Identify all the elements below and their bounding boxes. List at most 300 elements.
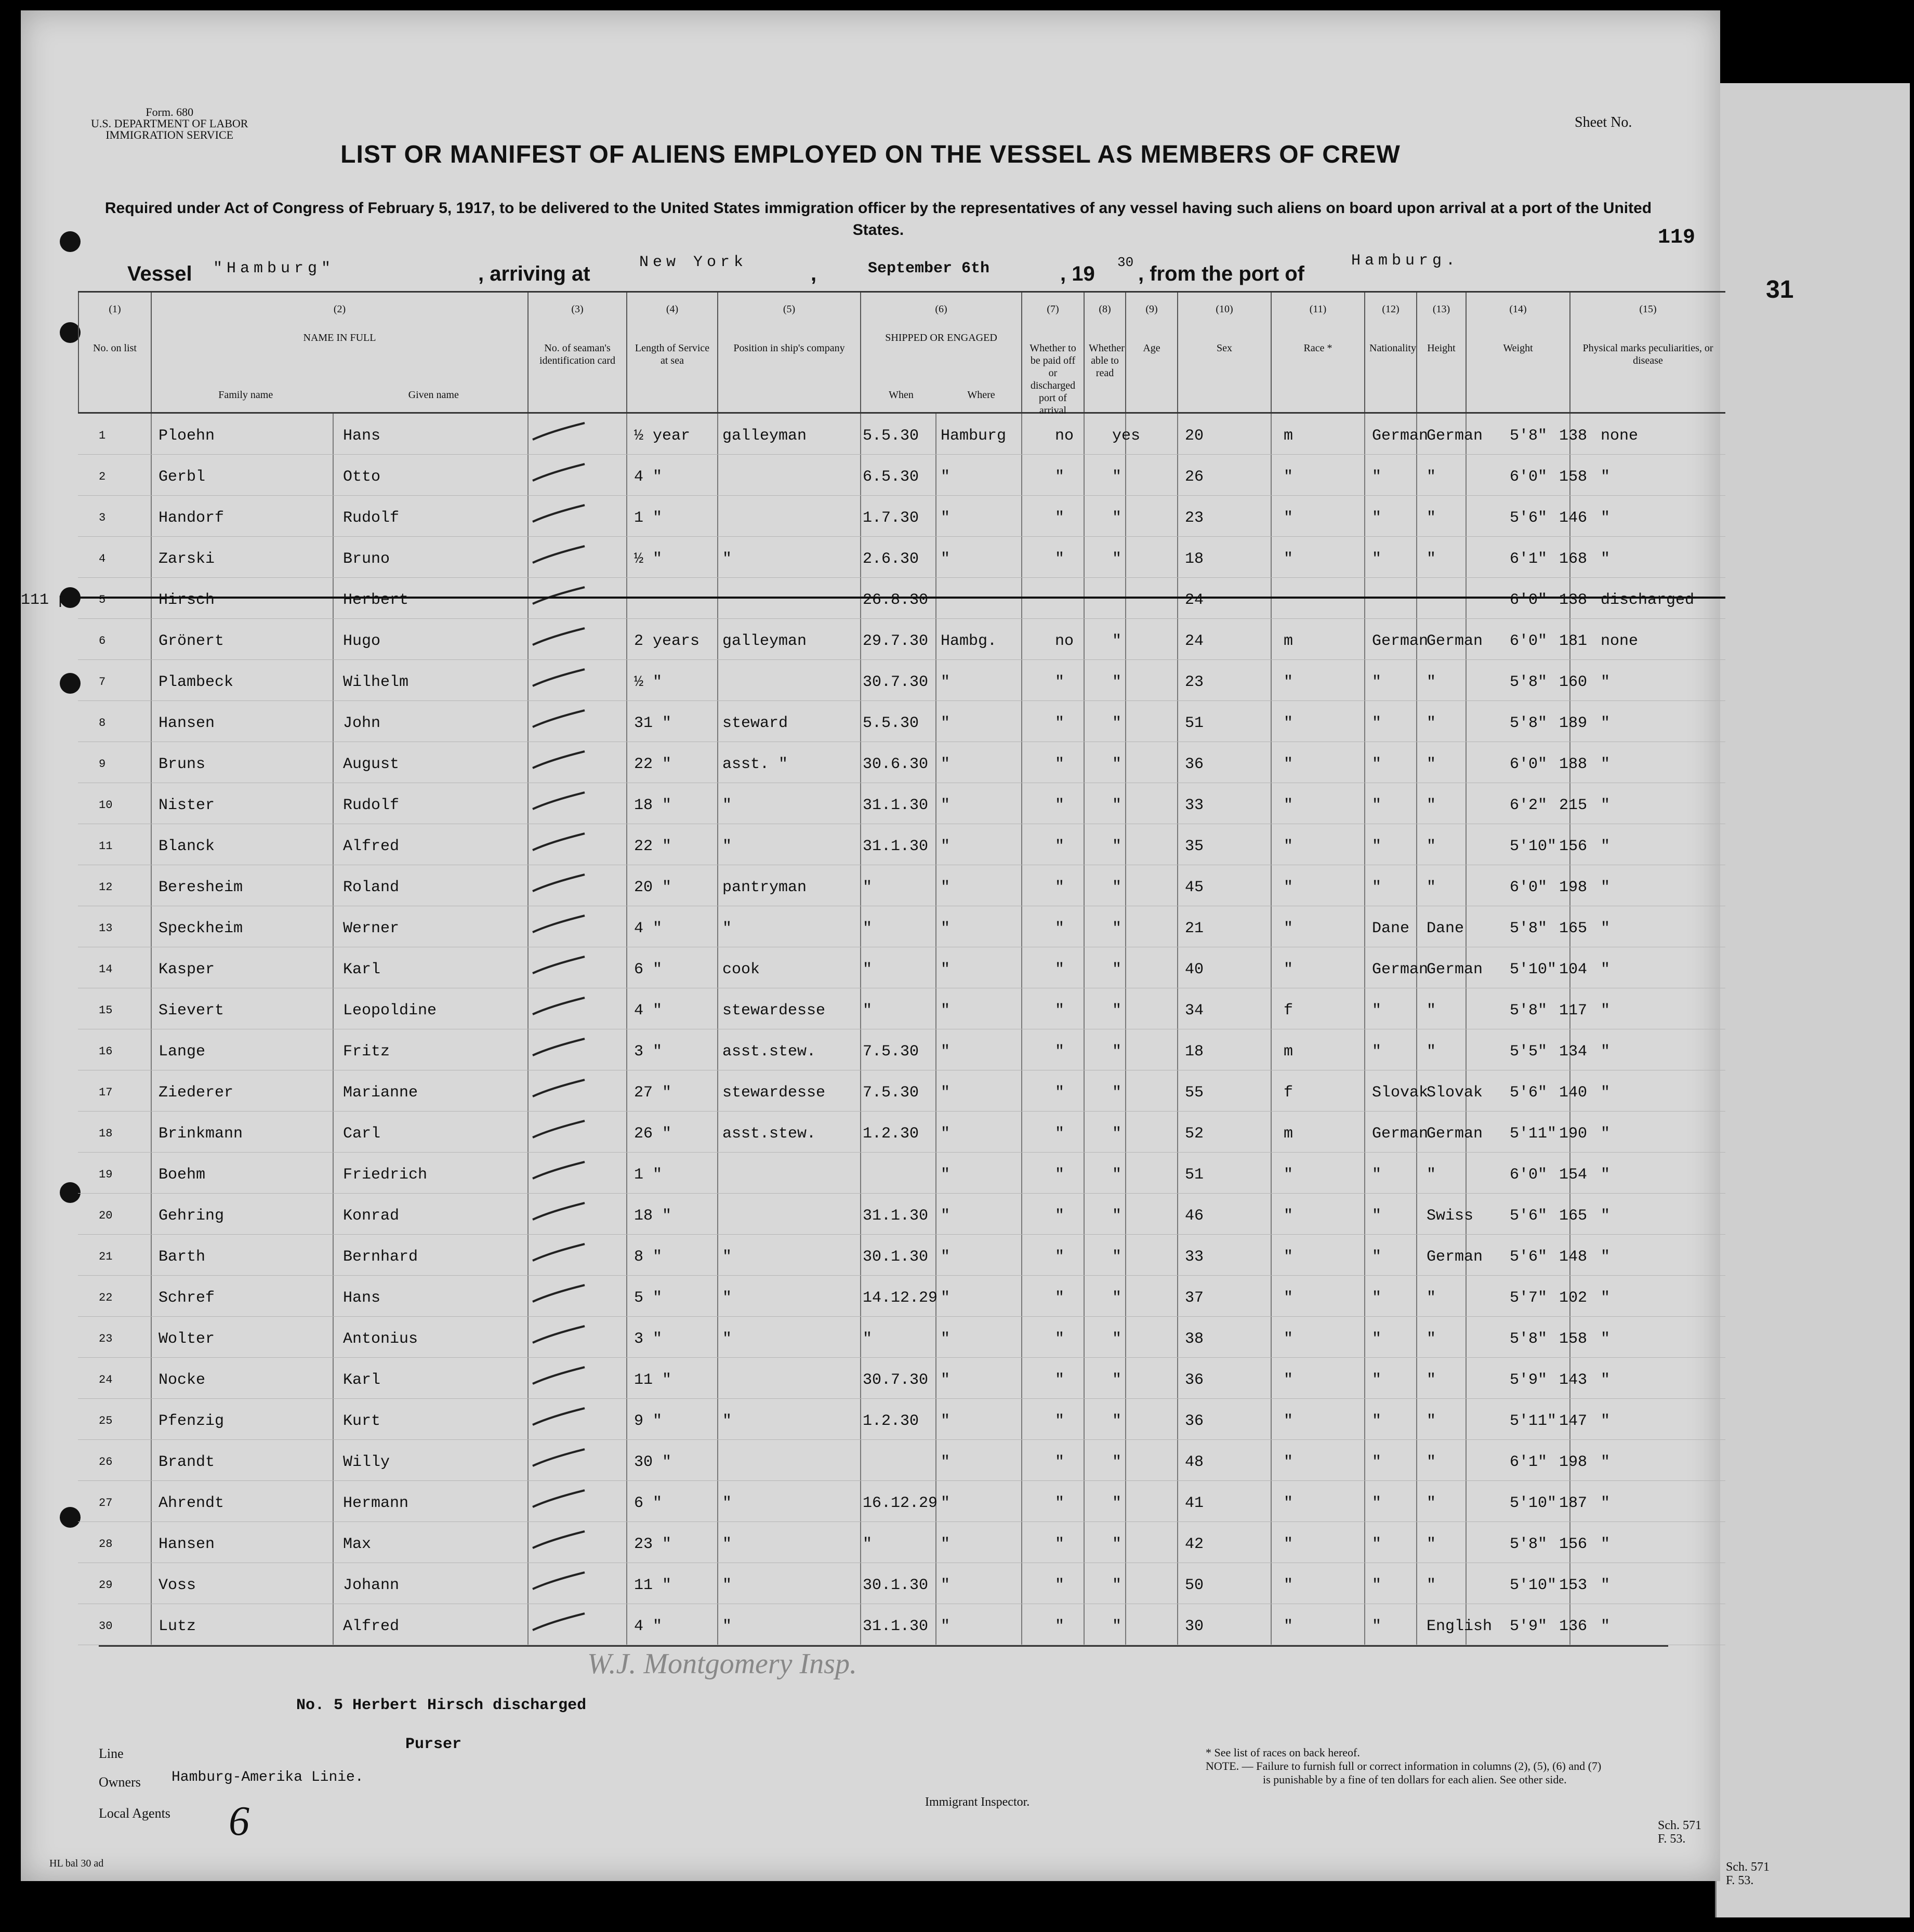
race: Slovak xyxy=(1372,1084,1429,1102)
position: cook xyxy=(722,961,760,978)
service-length: 3 " xyxy=(634,1043,663,1061)
sex: " xyxy=(1284,509,1293,527)
shipped-where: " xyxy=(941,879,951,896)
column-divider xyxy=(717,742,718,783)
printer-code: HL bal 30 ad xyxy=(49,1858,104,1869)
nationality: " xyxy=(1427,1330,1436,1348)
family-name: Voss xyxy=(159,1577,196,1594)
nationality: " xyxy=(1427,468,1436,486)
physical-marks: " xyxy=(1601,1002,1611,1020)
column-divider xyxy=(626,1317,627,1357)
arriving-port: New York xyxy=(639,254,748,271)
race: " xyxy=(1372,1536,1382,1553)
column-divider xyxy=(1364,701,1365,742)
position: " xyxy=(722,920,732,937)
id-card-check-mark xyxy=(530,544,587,565)
column-divider xyxy=(1177,1563,1178,1604)
column-divider xyxy=(626,824,627,865)
age: 34 xyxy=(1185,1002,1204,1020)
race: Dane xyxy=(1372,920,1410,937)
family-name: Speckheim xyxy=(159,920,243,937)
family-name: Ploehn xyxy=(159,427,215,445)
column-divider xyxy=(1466,1563,1467,1604)
year-suffix: 30 xyxy=(1117,255,1134,270)
column-divider xyxy=(1084,619,1085,659)
column-divider xyxy=(527,947,529,988)
column-divider xyxy=(1125,1194,1126,1234)
column-divider xyxy=(527,1070,529,1111)
nationality: " xyxy=(1427,797,1436,814)
sex: m xyxy=(1284,632,1293,650)
family-name: Ahrendt xyxy=(159,1494,225,1512)
column-divider xyxy=(935,1235,936,1275)
service-length: 2 years xyxy=(634,632,700,650)
column-divider xyxy=(1416,742,1417,783)
column-divider xyxy=(1084,537,1085,577)
weight: 188 xyxy=(1559,756,1588,773)
race: " xyxy=(1372,714,1382,732)
column-divider xyxy=(333,1153,334,1193)
column-divider xyxy=(333,947,334,988)
able-to-read: " xyxy=(1112,1289,1122,1307)
column-divider xyxy=(935,1070,936,1111)
table-row xyxy=(78,455,1725,496)
paid-off: " xyxy=(1055,1536,1065,1553)
column-divider xyxy=(860,1440,861,1480)
column-header: (3) No. of seaman's identification card xyxy=(527,293,626,412)
table-row xyxy=(78,1563,1725,1604)
id-card-check-mark xyxy=(530,1365,587,1386)
column-divider xyxy=(151,455,152,495)
paid-off: " xyxy=(1055,468,1065,486)
column-divider xyxy=(1271,1604,1272,1645)
weight: 134 xyxy=(1559,1043,1588,1061)
shipped-when: 31.1.30 xyxy=(863,1207,929,1225)
column-divider xyxy=(860,1235,861,1275)
binder-hole xyxy=(60,1182,81,1203)
underlying-sheet xyxy=(1715,83,1910,1917)
column-divider xyxy=(626,906,627,947)
column-divider xyxy=(935,1604,936,1645)
sex: " xyxy=(1284,1494,1293,1512)
sex: " xyxy=(1284,961,1293,978)
weight: 158 xyxy=(1559,1330,1588,1348)
column-divider xyxy=(935,906,936,947)
column-divider xyxy=(333,701,334,742)
physical-marks: " xyxy=(1601,961,1611,978)
column-divider xyxy=(1271,1481,1272,1521)
height: 5'6" xyxy=(1510,1248,1548,1266)
column-divider xyxy=(935,947,936,988)
physical-marks: " xyxy=(1601,920,1611,937)
able-to-read: " xyxy=(1112,1166,1122,1184)
binder-hole xyxy=(60,1507,81,1528)
column-divider xyxy=(1084,1235,1085,1275)
column-divider xyxy=(1177,1481,1178,1521)
paid-off: " xyxy=(1055,1289,1065,1307)
able-to-read: " xyxy=(1112,1371,1122,1389)
column-divider xyxy=(860,496,861,536)
column-divider xyxy=(860,906,861,947)
age: 40 xyxy=(1185,961,1204,978)
nationality: " xyxy=(1427,1412,1436,1430)
column-divider xyxy=(1271,701,1272,742)
column-divider xyxy=(333,414,334,454)
physical-marks: " xyxy=(1601,509,1611,527)
column-divider xyxy=(527,1029,529,1070)
table-row xyxy=(78,742,1725,783)
given-name: Werner xyxy=(343,920,400,937)
column-divider xyxy=(1125,1481,1126,1521)
sex: " xyxy=(1284,1453,1293,1471)
column-divider xyxy=(1364,742,1365,783)
column-divider xyxy=(1021,1481,1022,1521)
nationality: German xyxy=(1427,427,1483,445)
id-card-check-mark xyxy=(530,1078,587,1099)
column-divider xyxy=(1125,619,1126,659)
column-divider xyxy=(333,988,334,1029)
nationality: " xyxy=(1427,1453,1436,1471)
nationality: " xyxy=(1427,1166,1436,1184)
row-number: 20 xyxy=(99,1209,113,1222)
given-name: Willy xyxy=(343,1453,390,1471)
column-divider xyxy=(1125,1111,1126,1152)
row-number: 27 xyxy=(99,1497,113,1510)
age: 23 xyxy=(1185,673,1204,691)
race: " xyxy=(1372,1453,1382,1471)
column-divider xyxy=(1084,1276,1085,1316)
age: 20 xyxy=(1185,427,1204,445)
physical-marks: discharged xyxy=(1601,591,1695,609)
service-length: 9 " xyxy=(634,1412,663,1430)
column-divider xyxy=(1177,742,1178,783)
arriving-label: , arriving at xyxy=(478,262,590,285)
column-divider xyxy=(1364,1276,1365,1316)
column-divider xyxy=(626,1481,627,1521)
position: stewardesse xyxy=(722,1002,826,1020)
column-divider xyxy=(333,1194,334,1234)
column-divider xyxy=(1084,824,1085,865)
column-divider xyxy=(1271,1440,1272,1480)
age: 46 xyxy=(1185,1207,1204,1225)
column-divider xyxy=(1125,701,1126,742)
row-number: 28 xyxy=(99,1538,113,1551)
able-to-read: " xyxy=(1112,714,1122,732)
column-divider xyxy=(1364,414,1365,454)
column-divider xyxy=(1364,660,1365,700)
column-divider xyxy=(1084,414,1085,454)
family-name: Nocke xyxy=(159,1371,206,1389)
column-divider xyxy=(626,1070,627,1111)
column-divider xyxy=(333,742,334,783)
column-divider xyxy=(626,455,627,495)
race: " xyxy=(1372,1166,1382,1184)
age: 33 xyxy=(1185,797,1204,814)
column-divider xyxy=(1364,865,1365,906)
service-length: 31 " xyxy=(634,714,672,732)
column-divider xyxy=(860,1563,861,1604)
row-number: 13 xyxy=(99,922,113,935)
purser-label: Purser xyxy=(405,1736,462,1753)
column-divider xyxy=(717,1563,718,1604)
height: 6'0" xyxy=(1510,879,1548,896)
given-name: Fritz xyxy=(343,1043,390,1061)
height: 5'8" xyxy=(1510,920,1548,937)
column-divider xyxy=(1466,1153,1467,1193)
given-name: Leopoldine xyxy=(343,1002,437,1020)
table-row xyxy=(78,414,1725,455)
column-divider xyxy=(1271,537,1272,577)
column-divider xyxy=(527,1235,529,1275)
race: " xyxy=(1372,550,1382,568)
shipped-where: " xyxy=(941,838,951,855)
family-name: Bruns xyxy=(159,756,206,773)
column-divider xyxy=(860,1153,861,1193)
column-divider xyxy=(1271,1358,1272,1398)
column-divider xyxy=(717,1440,718,1480)
sex: " xyxy=(1284,1412,1293,1430)
column-divider xyxy=(1271,414,1272,454)
shipped-when: " xyxy=(863,920,873,937)
column-divider xyxy=(626,660,627,700)
column-divider xyxy=(860,1481,861,1521)
column-header: (2) NAME IN FULL Family name Given name xyxy=(151,293,527,412)
column-divider xyxy=(1416,537,1417,577)
shipped-when: 31.1.30 xyxy=(863,838,929,855)
column-divider xyxy=(1021,660,1022,700)
table-row xyxy=(78,1029,1725,1070)
column-divider xyxy=(860,865,861,906)
able-to-read: " xyxy=(1112,468,1122,486)
column-divider xyxy=(1084,1194,1085,1234)
column-divider xyxy=(1177,947,1178,988)
column-divider xyxy=(1271,1235,1272,1275)
height: 6'0" xyxy=(1510,1166,1548,1184)
table-bottom-rule xyxy=(99,1645,1668,1647)
column-divider xyxy=(151,1563,152,1604)
column-divider xyxy=(1084,455,1085,495)
column-divider xyxy=(717,988,718,1029)
weight: 215 xyxy=(1559,797,1588,814)
height: 6'1" xyxy=(1510,550,1548,568)
sex: " xyxy=(1284,550,1293,568)
able-to-read: " xyxy=(1112,920,1122,937)
weight: 102 xyxy=(1559,1289,1588,1307)
row-number: 14 xyxy=(99,963,113,976)
column-divider xyxy=(626,947,627,988)
shipped-when: 6.5.30 xyxy=(863,468,919,486)
column-divider xyxy=(1416,783,1417,824)
weight: 153 xyxy=(1559,1577,1588,1594)
shipped-when: " xyxy=(863,1330,873,1348)
table-row xyxy=(78,1481,1725,1522)
column-divider xyxy=(527,988,529,1029)
weight: 143 xyxy=(1559,1371,1588,1389)
physical-marks: " xyxy=(1601,756,1611,773)
physical-marks: " xyxy=(1601,1248,1611,1266)
column-divider xyxy=(717,1276,718,1316)
age: 30 xyxy=(1185,1618,1204,1635)
service-length: 1 " xyxy=(634,1166,663,1184)
shipped-where: " xyxy=(941,1084,951,1102)
id-card-check-mark xyxy=(530,996,587,1016)
column-divider xyxy=(860,537,861,577)
column-divider xyxy=(935,1029,936,1070)
shipped-when: " xyxy=(863,961,873,978)
id-card-check-mark xyxy=(530,421,587,442)
column-divider xyxy=(626,742,627,783)
column-divider xyxy=(1125,660,1126,700)
column-divider xyxy=(626,619,627,659)
column-divider xyxy=(1084,1604,1085,1645)
column-divider xyxy=(1021,824,1022,865)
column-divider xyxy=(717,1029,718,1070)
height: 5'8" xyxy=(1510,427,1548,445)
column-divider xyxy=(717,783,718,824)
column-divider xyxy=(1271,906,1272,947)
column-divider xyxy=(1364,947,1365,988)
sex: " xyxy=(1284,1248,1293,1266)
arrival-date: September 6th xyxy=(868,260,990,277)
nationality: German xyxy=(1427,961,1483,978)
sex: " xyxy=(1284,1330,1293,1348)
form-identifier: Form. 680 U.S. DEPARTMENT OF LABOR IMMIGRATION SERVICE xyxy=(91,105,248,141)
sex: " xyxy=(1284,1207,1293,1225)
column-divider xyxy=(1021,906,1022,947)
physical-marks: " xyxy=(1601,797,1611,814)
age: 37 xyxy=(1185,1289,1204,1307)
sex: " xyxy=(1284,1577,1293,1594)
column-divider xyxy=(1466,988,1467,1029)
given-name: Bruno xyxy=(343,550,390,568)
family-name: Hansen xyxy=(159,714,215,732)
service-length: 22 " xyxy=(634,838,672,855)
able-to-read: " xyxy=(1112,1002,1122,1020)
row-number: 1 xyxy=(99,429,106,442)
column-divider xyxy=(717,1522,718,1563)
position: " xyxy=(722,1330,732,1348)
paid-off: " xyxy=(1055,509,1065,527)
id-card-check-mark xyxy=(530,872,587,893)
column-divider xyxy=(1416,1194,1417,1234)
family-name: Wolter xyxy=(159,1330,215,1348)
column-divider xyxy=(1125,742,1126,783)
column-divider xyxy=(626,1522,627,1563)
given-name: Antonius xyxy=(343,1330,418,1348)
column-divider xyxy=(1416,1604,1417,1645)
column-divider xyxy=(1416,1029,1417,1070)
family-name: Hirsch xyxy=(159,591,215,609)
position: " xyxy=(722,1618,732,1635)
service-length: ½ " xyxy=(634,673,663,691)
column-divider xyxy=(1364,619,1365,659)
race: " xyxy=(1372,1043,1382,1061)
nationality: " xyxy=(1427,1536,1436,1553)
height: 5'5" xyxy=(1510,1043,1548,1061)
physical-marks: " xyxy=(1601,714,1611,732)
able-to-read: " xyxy=(1112,1453,1122,1471)
column-divider xyxy=(717,906,718,947)
shipped-where: " xyxy=(941,1248,951,1266)
column-divider xyxy=(527,1604,529,1645)
id-card-check-mark xyxy=(530,1611,587,1632)
table-row xyxy=(78,1276,1725,1317)
nationality: " xyxy=(1427,1577,1436,1594)
column-divider xyxy=(1271,742,1272,783)
shipped-where: " xyxy=(941,1453,951,1471)
paid-off: " xyxy=(1055,1084,1065,1102)
column-divider xyxy=(717,660,718,700)
column-divider xyxy=(1416,1481,1417,1521)
age: 45 xyxy=(1185,879,1204,896)
shipped-when: 30.7.30 xyxy=(863,1371,929,1389)
able-to-read: " xyxy=(1112,838,1122,855)
sex: " xyxy=(1284,797,1293,814)
id-card-check-mark xyxy=(530,1242,587,1263)
column-divider xyxy=(1177,865,1178,906)
row-number: 17 xyxy=(99,1086,113,1099)
column-divider xyxy=(935,1153,936,1193)
column-divider xyxy=(1125,947,1126,988)
weight: 138 xyxy=(1559,591,1588,609)
weight: 190 xyxy=(1559,1125,1588,1143)
height: 6'0" xyxy=(1510,468,1548,486)
paid-off: " xyxy=(1055,756,1065,773)
column-divider xyxy=(1021,1194,1022,1234)
table-row xyxy=(78,824,1725,865)
race: " xyxy=(1372,1577,1382,1594)
paid-off: " xyxy=(1055,1494,1065,1512)
page-title: LIST OR MANIFEST OF ALIENS EMPLOYED ON THE VESSEL AS MEMBERS OF CREW xyxy=(340,141,1401,168)
shipped-where: " xyxy=(941,1330,951,1348)
able-to-read: " xyxy=(1112,1084,1122,1102)
column-divider xyxy=(1177,1235,1178,1275)
shipped-when: 26.8.30 xyxy=(863,591,929,609)
column-divider xyxy=(333,455,334,495)
shipped-where: " xyxy=(941,1289,951,1307)
column-divider xyxy=(626,1399,627,1439)
height: 5'6" xyxy=(1510,1207,1548,1225)
column-divider xyxy=(626,496,627,536)
family-name: Lutz xyxy=(159,1618,196,1635)
able-to-read: " xyxy=(1112,1618,1122,1635)
weight: 198 xyxy=(1559,879,1588,896)
nationality: " xyxy=(1427,550,1436,568)
service-length: 20 " xyxy=(634,879,672,896)
column-divider xyxy=(1084,1029,1085,1070)
column-divider xyxy=(1271,455,1272,495)
row-number: 24 xyxy=(99,1373,113,1386)
row-number: 12 xyxy=(99,881,113,894)
from-port: Hamburg. xyxy=(1351,252,1460,270)
column-divider xyxy=(1125,1563,1126,1604)
column-divider xyxy=(1084,1522,1085,1563)
family-name: Schref xyxy=(159,1289,215,1307)
service-length: 11 " xyxy=(634,1577,672,1594)
column-divider xyxy=(717,1358,718,1398)
row-number: 29 xyxy=(99,1579,113,1592)
row-number: 3 xyxy=(99,511,106,524)
column-divider xyxy=(1177,1111,1178,1152)
service-length: 30 " xyxy=(634,1453,672,1471)
weight: 117 xyxy=(1559,1002,1588,1020)
weight: 140 xyxy=(1559,1084,1588,1102)
column-divider xyxy=(1416,660,1417,700)
column-divider xyxy=(935,455,936,495)
given-name: Konrad xyxy=(343,1207,400,1225)
shipped-where: " xyxy=(941,714,951,732)
column-divider xyxy=(626,1235,627,1275)
